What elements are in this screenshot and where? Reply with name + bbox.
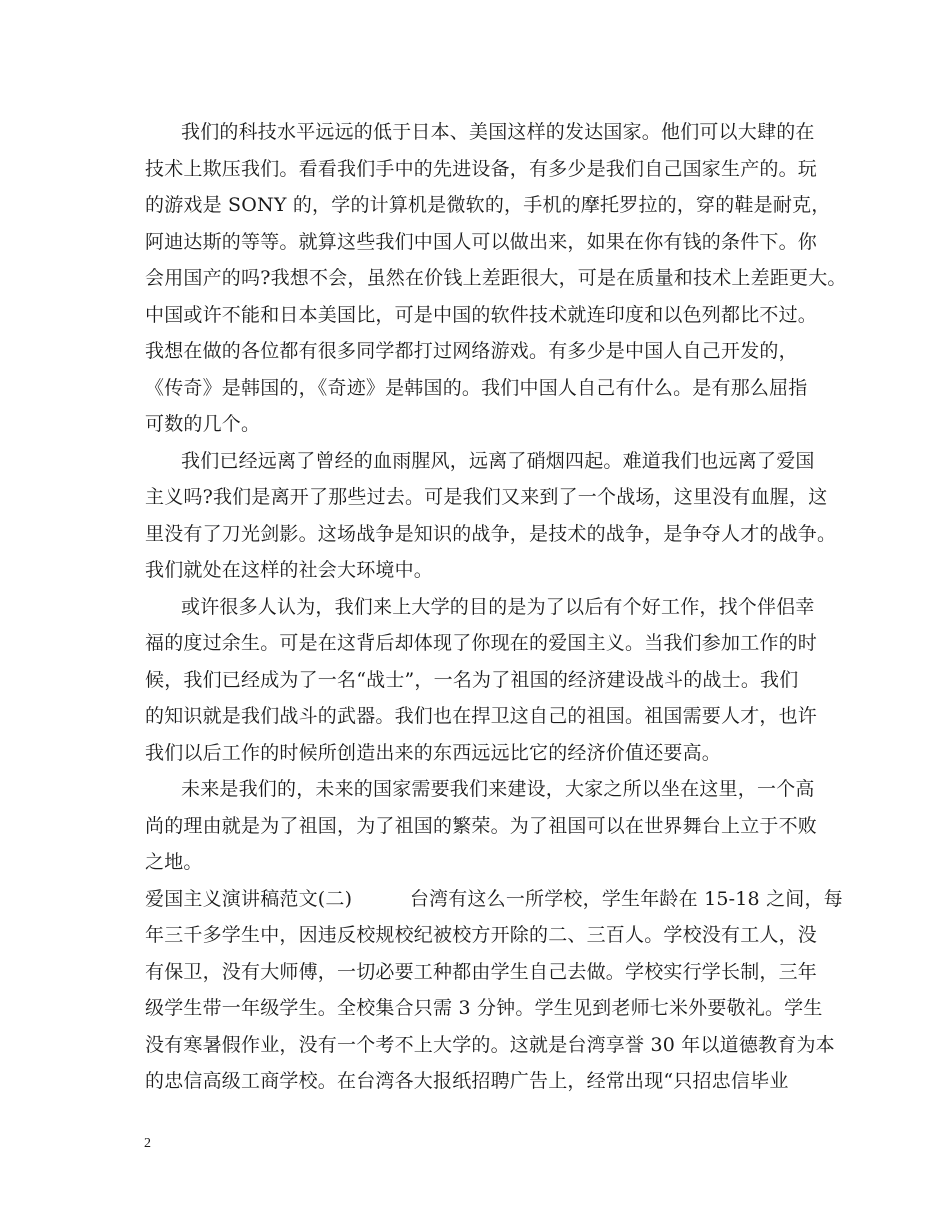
text-line: 我们以后工作的时候所创造出来的东西远远比它的经济价值还要高。 bbox=[145, 742, 722, 764]
text-line: 中国或许不能和日本美国比，可是中国的软件技术就连印度和以色列都比不过。 bbox=[145, 304, 818, 326]
text-line: 可数的几个。 bbox=[145, 413, 261, 435]
section-heading-line: 爱国主义演讲稿范文(二) 台湾有这么一所学校，学生年龄在 15-18 之间，每 bbox=[145, 888, 843, 910]
text-line: 技术上欺压我们。看看我们手中的先进设备，有多少是我们自己国家生产的。玩 bbox=[145, 158, 818, 180]
text-line: 尚的理由就是为了祖国，为了祖国的繁荣。为了祖国可以在世界舞台上立于不败 bbox=[145, 815, 818, 837]
text-line: 阿迪达斯的等等。就算这些我们中国人可以做出来，如果在你有钱的条件下。你 bbox=[145, 231, 818, 253]
text-line: 候，我们已经成为了一名“战士”，一名为了祖国的经济建设战斗的战士。我们 bbox=[145, 669, 799, 691]
text-line: 有保卫，没有大师傅，一切必要工种都由学生自己去做。学校实行学长制，三年 bbox=[145, 961, 818, 983]
text-line: 或许很多人认为，我们来上大学的目的是为了以后有个好工作，找个伴侣幸 bbox=[181, 596, 815, 618]
text-line: 我们已经远离了曾经的血雨腥风，远离了硝烟四起。难道我们也远离了爱国 bbox=[181, 450, 815, 472]
text-line: 未来是我们的，未来的国家需要我们来建设，大家之所以坐在这里，一个高 bbox=[181, 778, 815, 800]
text-line: 之地。 bbox=[145, 851, 203, 873]
text-line: 的忠信高级工商学校。在台湾各大报纸招聘广告上，经常出现“只招忠信毕业 bbox=[145, 1070, 789, 1092]
text-line: 《传奇》是韩国的，《奇迹》是韩国的。我们中国人自己有什么。是有那么屈指 bbox=[145, 377, 808, 399]
text-line: 里没有了刀光剑影。这场战争是知识的战争，是技术的战争，是争夺人才的战争。 bbox=[145, 523, 837, 545]
text-line: 我们就处在这样的社会大环境中。 bbox=[145, 559, 434, 581]
text-line: 级学生带一年级学生。全校集合只需 3 分钟。学生见到老师七米外要敬礼。学生 bbox=[145, 997, 823, 1019]
text-line: 我想在做的各位都有很多同学都打过网络游戏。有多少是中国人自己开发的， bbox=[145, 340, 798, 362]
page-number: 2 bbox=[144, 1136, 151, 1151]
text-line: 的游戏是 SONY 的，学的计算机是微软的，手机的摩托罗拉的，穿的鞋是耐克， bbox=[145, 194, 831, 216]
text-line: 的知识就是我们战斗的武器。我们也在捍卫这自己的祖国。祖国需要人才，也许 bbox=[145, 705, 818, 727]
text-line: 我们的科技水平远远的低于日本、美国这样的发达国家。他们可以大肆的在 bbox=[181, 121, 815, 143]
text-line: 没有寒暑假作业，没有一个考不上大学的。这就是台湾享誉 30 年以道德教育为本 bbox=[145, 1034, 835, 1056]
text-line: 会用国产的吗?我想不会，虽然在价钱上差距很大，可是在质量和技术上差距更大。 bbox=[145, 267, 847, 289]
text-line: 年三千多学生中，因违反校规校纪被校方开除的二、三百人。学校没有工人，没 bbox=[145, 924, 818, 946]
text-line: 主义吗?我们是离开了那些过去。可是我们又来到了一个战场，这里没有血腥，这 bbox=[145, 486, 828, 508]
text-line: 福的度过余生。可是在这背后却体现了你现在的爱国主义。当我们参加工作的时 bbox=[145, 632, 818, 654]
